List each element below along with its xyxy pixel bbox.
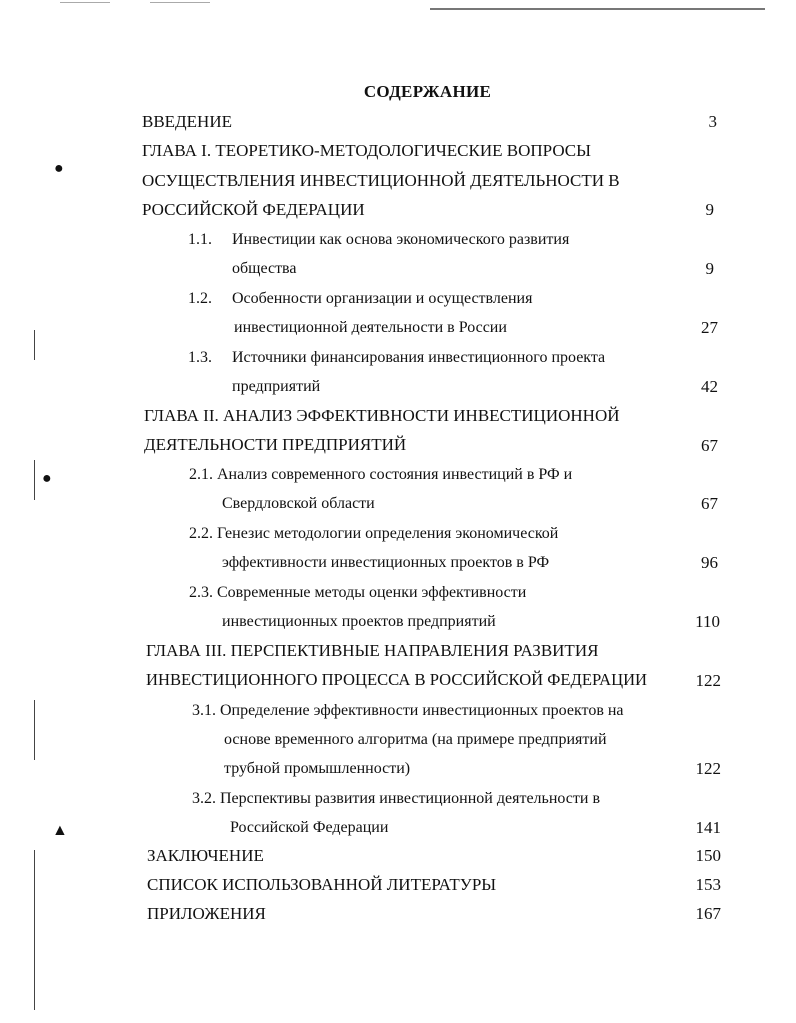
toc-entry-page: 67 <box>701 494 718 513</box>
toc-entry-text: предприятий <box>232 378 321 395</box>
toc-entry-text: 3.1. Определение эффективности инвестиционных проектов на <box>192 702 624 719</box>
toc-entry-page: 9 <box>705 200 714 219</box>
toc-entry-page: 150 <box>695 846 721 865</box>
toc-entry-text: СПИСОК ИСПОЛЬЗОВАННОЙ ЛИТЕРАТУРЫ <box>147 875 497 894</box>
toc-entry-text: РОССИЙСКОЙ ФЕДЕРАЦИИ <box>142 200 365 219</box>
toc-entry-text: эффективности инвестиционных проектов в РФ <box>222 554 550 571</box>
toc-entry-page: 122 <box>695 671 721 690</box>
toc-entry-page: 141 <box>695 818 721 837</box>
binding-hole-mark: ● <box>54 160 64 177</box>
toc-entry-page: 110 <box>695 612 720 631</box>
toc-subentry-text: Инвестиции как основа экономического развития <box>232 231 570 248</box>
toc-subentry-number: 1.1. <box>188 231 212 248</box>
toc-entry-text: ГЛАВА I. ТЕОРЕТИКО-МЕТОДОЛОГИЧЕСКИЕ ВОПРОСЫ <box>142 141 591 160</box>
toc-entry-text: ДЕЯТЕЛЬНОСТИ ПРЕДПРИЯТИЙ <box>144 435 407 454</box>
toc-subentry <box>188 348 605 368</box>
toc-entry-page: 67 <box>701 436 718 455</box>
toc-entry-text: 2.2. Генезис методологии определения экономической <box>189 525 559 542</box>
toc-entry-text: общества <box>232 260 297 277</box>
binding-hole-mark: ● <box>42 470 52 487</box>
toc-entry-text: ВВЕДЕНИЕ <box>142 112 232 131</box>
toc-entry-text: ИНВЕСТИЦИОННОГО ПРОЦЕССА В РОССИЙСКОЙ ФЕДЕРАЦИИ <box>146 670 648 689</box>
toc-subentry <box>188 289 532 309</box>
toc-entry-text: инвестиционных проектов предприятий <box>222 613 496 630</box>
toc-entry-text: 2.3. Современные методы оценки эффективности <box>189 584 527 601</box>
toc-entry-page: 42 <box>701 377 718 396</box>
toc-entry-page: 167 <box>695 904 721 923</box>
toc-entry-text: 3.2. Перспективы развития инвестиционной деятельности в <box>192 790 600 807</box>
page-title: СОДЕРЖАНИЕ <box>363 82 492 101</box>
toc-entry-text: Свердловской области <box>222 495 375 512</box>
toc-entry-text: ОСУЩЕСТВЛЕНИЯ ИНВЕСТИЦИОННОЙ ДЕЯТЕЛЬНОСТИ В <box>142 171 620 190</box>
toc-entry-text: основе временного алгоритма (на примере предприятий <box>224 731 607 748</box>
toc-entry-text: ГЛАВА III. ПЕРСПЕКТИВНЫЕ НАПРАВЛЕНИЯ РАЗВИТИЯ <box>146 641 599 660</box>
toc-entry-text: 2.1. Анализ современного состояния инвестиций в РФ и <box>189 466 573 483</box>
toc-entry-page: 3 <box>708 112 717 131</box>
toc-entry-text: инвестиционной деятельности в России <box>234 319 507 336</box>
toc-entry-text: ГЛАВА II. АНАЛИЗ ЭФФЕКТИВНОСТИ ИНВЕСТИЦИОННОЙ <box>144 406 620 425</box>
toc-entry-text: ПРИЛОЖЕНИЯ <box>147 904 266 923</box>
toc-entry-page: 96 <box>701 553 718 572</box>
toc-subentry-number: 1.3. <box>188 349 212 366</box>
toc-subentry-text: Источники финансирования инвестиционного проекта <box>232 349 606 366</box>
toc-entry-page: 9 <box>705 259 714 278</box>
toc-subentry-number: 1.2. <box>188 290 212 307</box>
toc-subentry <box>188 230 569 250</box>
toc-entry-page: 122 <box>695 759 721 778</box>
binding-hole-mark: ▲ <box>52 822 68 839</box>
toc-entry-text: Российской Федерации <box>230 819 389 836</box>
toc-subentry-text: Особенности организации и осуществления <box>232 290 533 307</box>
toc-entry-page: 153 <box>695 875 721 894</box>
toc-entry-text: трубной промышленности) <box>224 760 411 777</box>
toc-entry-text: ЗАКЛЮЧЕНИЕ <box>147 846 264 865</box>
toc-entry-page: 27 <box>701 318 718 337</box>
